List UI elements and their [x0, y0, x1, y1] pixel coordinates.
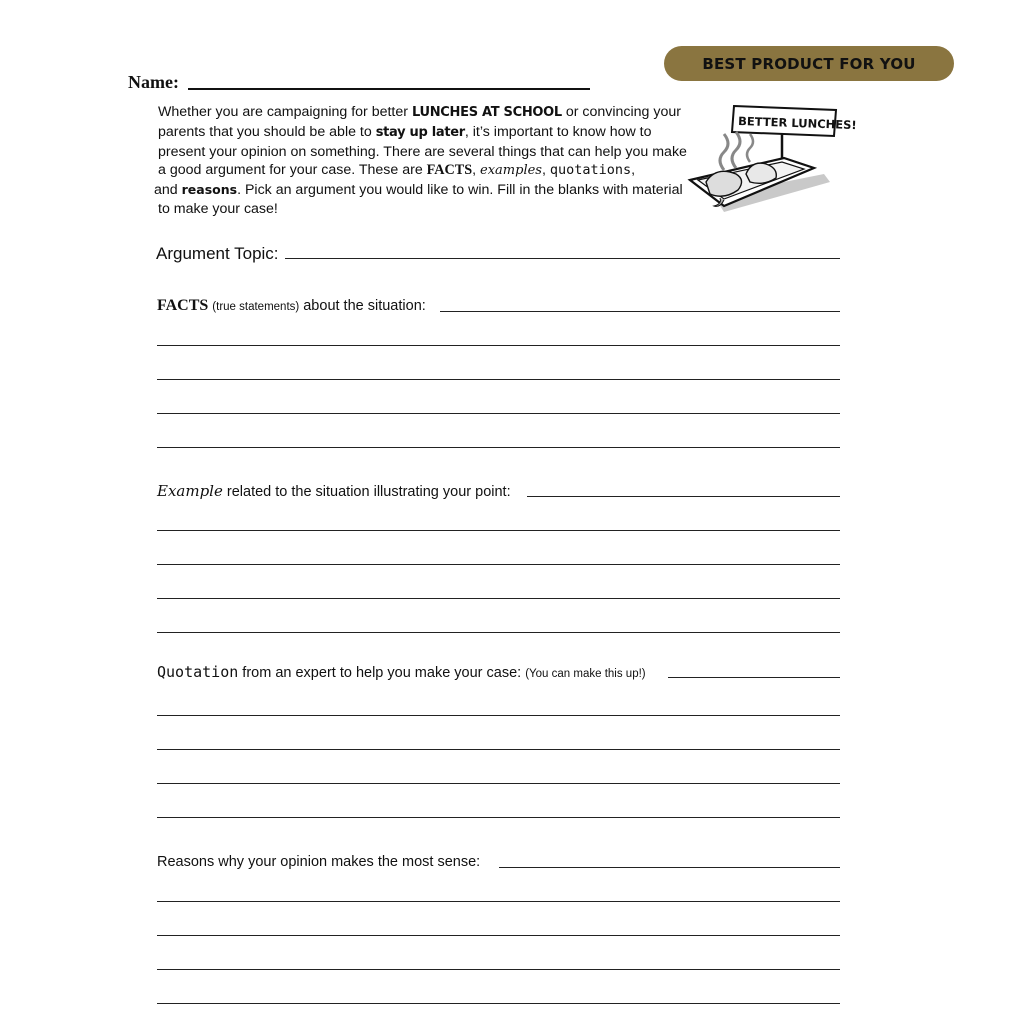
example-line[interactable] [157, 530, 840, 531]
facts-line[interactable] [157, 413, 840, 414]
reasons-line[interactable] [157, 1003, 840, 1004]
quotation-line[interactable] [157, 817, 840, 818]
example-line[interactable] [527, 496, 840, 497]
facts-prompt-text: about the situation: [299, 298, 426, 314]
lunches-emphasis: LUNCHES AT SCHOOL [411, 105, 562, 120]
intro-text: , [631, 162, 636, 179]
example-line[interactable] [157, 564, 840, 565]
intro-text: , [541, 162, 550, 179]
example-line[interactable] [157, 632, 840, 633]
intro-text: or convincing your parents that you should be able to [158, 104, 681, 140]
intro-text: . Pick an argument you would like to win. Fill in the blanks with material to make your case! [158, 182, 683, 217]
facts-line[interactable] [157, 447, 840, 448]
quotation-heading: Quotation [157, 663, 239, 681]
facts-line[interactable] [440, 311, 840, 312]
intro-text: , [472, 162, 481, 179]
quotation-prompt-text: from an expert to help you make your case: [238, 665, 522, 681]
name-label: Name: [128, 72, 179, 92]
quotation-line[interactable] [668, 677, 840, 678]
quotations-emphasis: quotations [549, 162, 632, 179]
example-prompt-text: related to the situation illustrating your point: [222, 484, 511, 500]
reasons-emphasis: reasons [181, 182, 238, 198]
intro-text: and [154, 182, 182, 199]
intro-text: , it’s important to know how to present your opinion on something. There are several things that can help you make a good argument for your case. These are [158, 123, 687, 179]
argument-topic-blank[interactable] [285, 258, 840, 259]
reasons-prompt: Reasons why your opinion makes the most sense: [157, 854, 481, 870]
name-blank[interactable] [188, 88, 590, 90]
facts-line[interactable] [157, 345, 840, 346]
example-prompt [157, 482, 511, 500]
quotation-line[interactable] [157, 715, 840, 716]
examples-emphasis: examples [480, 163, 542, 179]
sign-text: BETTER LUNCHES! [737, 114, 857, 133]
reasons-line[interactable] [157, 935, 840, 936]
reasons-line[interactable] [499, 867, 840, 868]
quotation-note: (You can make this up!) [525, 668, 646, 680]
quotation-prompt [157, 663, 646, 681]
reasons-line[interactable] [157, 901, 840, 902]
quotation-line[interactable] [157, 749, 840, 750]
facts-prompt [157, 297, 426, 315]
reasons-line[interactable] [157, 969, 840, 970]
facts-line[interactable] [157, 379, 840, 380]
lunch-tray-illustration [684, 100, 857, 218]
facts-note: (true statements) [212, 301, 300, 313]
example-heading: Example [157, 482, 223, 500]
facts-emphasis: FACTS [426, 162, 473, 179]
quotation-line[interactable] [157, 783, 840, 784]
argument-topic-label: Argument Topic: [156, 244, 279, 263]
stay-up-emphasis: stay up later [375, 124, 465, 140]
best-product-badge[interactable] [664, 46, 954, 81]
intro-text: Whether you are campaigning for better [158, 104, 412, 120]
intro-paragraph [154, 103, 698, 219]
facts-heading: FACTS [157, 297, 209, 314]
example-line[interactable] [157, 598, 840, 599]
badge-label: BEST PRODUCT FOR YOU [702, 54, 916, 73]
